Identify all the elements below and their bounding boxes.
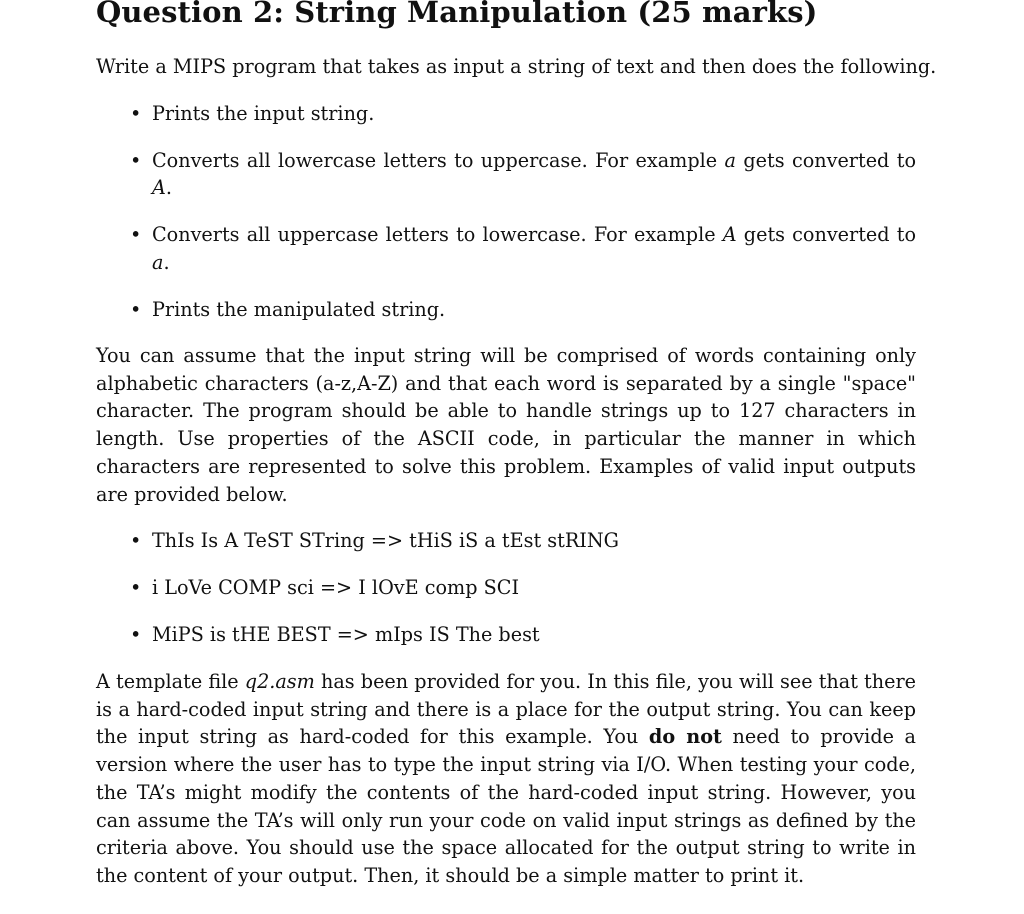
bullet-icon: • bbox=[130, 148, 142, 172]
task-item bbox=[96, 100, 916, 128]
task-text: gets converted to bbox=[735, 148, 916, 172]
task-example-from: A bbox=[722, 223, 737, 247]
task-example-from: a bbox=[724, 148, 736, 172]
example-input: MiPS is tHE BEST bbox=[152, 623, 331, 646]
task-item bbox=[96, 296, 916, 324]
task-example-to: A bbox=[152, 176, 166, 200]
task-text: gets converted to bbox=[736, 223, 916, 247]
template-filename: q2.asm bbox=[244, 670, 315, 693]
example-output: mIps IS The best bbox=[375, 623, 540, 646]
example-output: I lOvE comp SCI bbox=[358, 576, 520, 599]
task-item bbox=[96, 147, 916, 202]
task-text: . bbox=[165, 176, 172, 200]
example-input: ThIs Is A TeST STring bbox=[152, 529, 365, 552]
example-item bbox=[96, 527, 916, 555]
template-text: has been provided for you. In this file, you will see that there is a hard-coded input string and there is a place for the output string. You can keep the input string as hard-coded for this example. You bbox=[96, 670, 917, 749]
bullet-icon: • bbox=[130, 529, 142, 552]
example-arrow: => bbox=[336, 623, 369, 646]
task-text: Prints the manipulated string. bbox=[152, 297, 446, 321]
example-item bbox=[96, 621, 916, 649]
task-text: Converts all lowercase letters to uppercase. For example bbox=[152, 148, 725, 172]
example-arrow: => bbox=[370, 529, 404, 552]
template-text: A template file bbox=[96, 670, 245, 693]
bullet-icon: • bbox=[130, 102, 142, 125]
question-title: Question 2: String Manipulation (25 marks) bbox=[96, 0, 818, 29]
template-text: need to provide a version where the user has to type the input string via I/O. When testing your code, the TA’s might modify the contents of the hard-coded input string. However, you can assume the TA’s will only run your code on valid input strings as defined by the criteria above. You should use the space allocated for the output string to write in the content of your output. Then, it should be a simple matter to print it. bbox=[96, 725, 917, 887]
example-list bbox=[96, 527, 916, 668]
task-list bbox=[96, 100, 916, 323]
task-item bbox=[96, 221, 916, 276]
example-item bbox=[96, 574, 916, 602]
example-arrow: => bbox=[319, 576, 353, 599]
task-text: . bbox=[163, 250, 170, 274]
intro-paragraph: Write a MIPS program that takes as input a string of text and then does the following. bbox=[96, 55, 937, 78]
template-emphasis: do not bbox=[648, 725, 722, 749]
task-example-to: a bbox=[152, 250, 164, 274]
task-text: Prints the input string. bbox=[152, 102, 375, 125]
bullet-icon: • bbox=[130, 576, 142, 599]
example-output: tHiS iS a tEst stRING bbox=[409, 529, 619, 552]
bullet-icon: • bbox=[130, 623, 142, 646]
bullet-icon: • bbox=[130, 297, 142, 321]
example-input: i LoVe COMP sci bbox=[152, 576, 314, 599]
assumption-paragraph: You can assume that the input string will be comprised of words containing only alphabetic characters (a-z,A-Z) and that each word is separated by a single "space" character. The program should be able to handle strings up to 127 characters in length. Use properties of the ASCII code, in particular the manner in which characters are represented to solve this problem. Examples of valid input outputs are provided below. bbox=[96, 344, 916, 506]
bullet-icon: • bbox=[130, 223, 142, 247]
template-paragraph bbox=[96, 668, 916, 890]
task-text: Converts all uppercase letters to lowercase. For example bbox=[152, 223, 723, 247]
